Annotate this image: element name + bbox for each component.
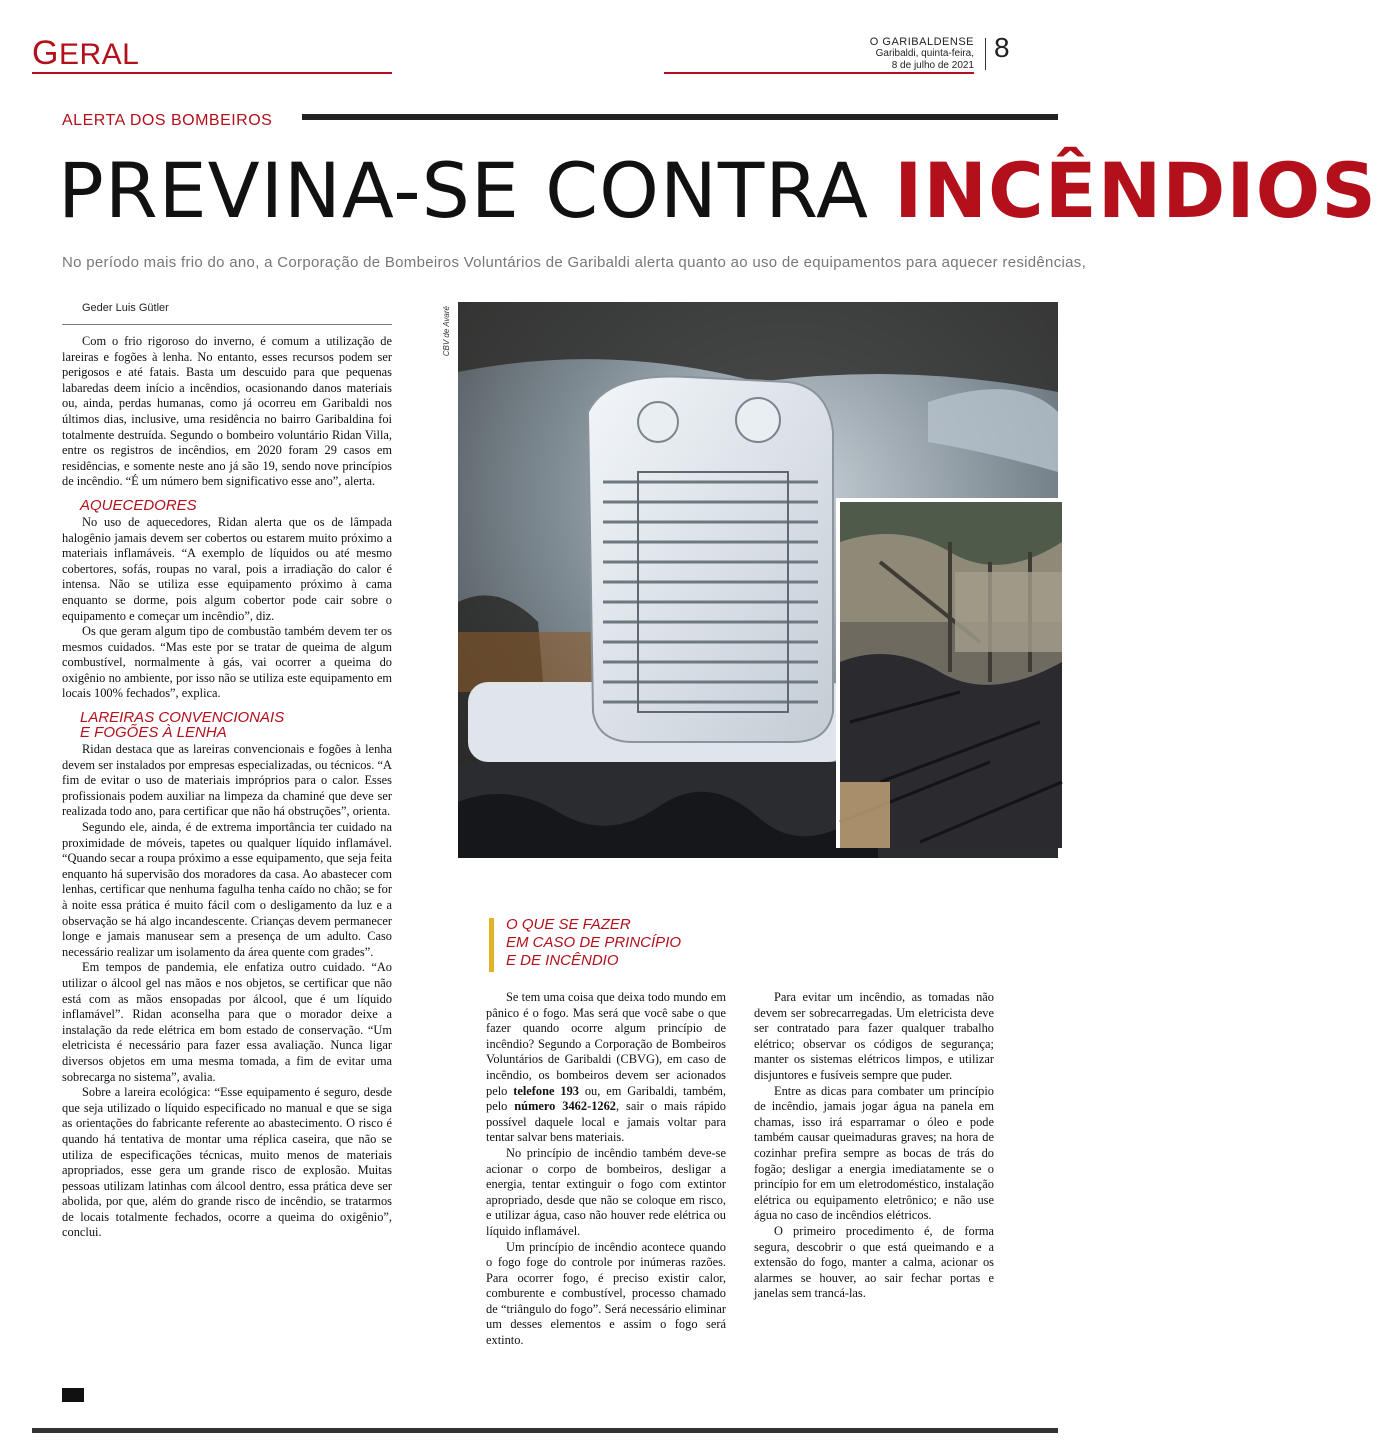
date-line-1: Garibaldi, quinta-feira, [875, 48, 974, 59]
byline-rule [62, 324, 392, 325]
paragraph: Os que geram algum tipo de combustão também devem ter os mesmos cuidados. “Mas este por se tratar de queima de algum combustível, normalmente à gás, vai ocorrer a queima do oxigênio no ambiente, por isso não se utiliza este equipamento em locais 100% fechados”, explica. [62, 624, 392, 701]
text-run: Se tem uma coisa que deixa todo mundo em pânico é o fogo. Mas será que você sabe o que fazer quando ocorre algum princípio de incêndio? Segundo a Corporação de Bombeiros Voluntários de Garibaldi (CBVG), em caso de incêndio, os bombeiros devem ser acionados pelo [486, 990, 726, 1098]
headline [58, 146, 1377, 236]
header-rule-right [664, 72, 974, 74]
box-paragraph-3: Um princípio de incêndio acontece quando o fogo foge do controle por inúmeras razões. Para ocorrer fogo, é preciso existir calor, comburente e combustível, processo chamado de “triângulo do fogo”. Será necessário eliminar um desses elementos e assim o fogo será extinto. [486, 1239, 726, 1348]
section-rest: ERAL [58, 38, 140, 71]
kicker-rule [302, 114, 1058, 120]
masthead [870, 36, 974, 72]
paragraph: Segundo ele, ainda, é de extrema importância ter cuidado na proximidade de móveis, tapetes ou qualquer líquido inflamável. “Quando secar a roupa próximo a esse equipamento, que seja feita enquanto há supervisão dos moradores da casa. Ao abastecer com lenhas, certificar que nenhuma fagulha tenha caído no chão; se for à noite essa prática é muito fácil com o desligamento da luz e a observação se há algo incandescente. Crianças devem permanecer longe e jamais manusear sem a presença de um adulto. Caso necessário realizar um isolamento da área quente com grades”. [62, 820, 392, 959]
text-run: , sair o mais rápido possível daquele local e jamais voltar para tentar salvar bens materiais. [486, 1099, 726, 1145]
box-column-1 [486, 990, 726, 1349]
byline: Geder Luis Gütler [82, 302, 169, 314]
box-title-line1: O QUE SE FAZER [506, 916, 631, 933]
page-number: 8 [994, 32, 1010, 63]
intro-paragraph: Com o frio rigoroso do inverno, é comum a utilização de lareiras e fogões à lenha. No entanto, esses recursos podem ser perigosos e até fatais. Basta um descuido para que pequenas labaredas deem início a incêndios, ocasionando danos materiais ou, ainda, perdas humanas, como já ocorreu em Garibaldi nos últimos dias, inclusive, uma residência no bairro Garibaldina foi totalmente destruída. Segundo o bombeiro voluntário Ridan Villa, entre os registros de incêndios, em 2020 foram 29 casos em residências, e somente neste ano já são 19, sendo nove princípios de incêndio. “É um número bem significativo esse ano”, alerta. [62, 334, 392, 489]
paragraph: Sobre a lareira ecológica: “Esse equipamento é seguro, desde que seja utilizado o líquido especificado no manual e que se siga as orientações do fabricante referente ao abastecimento. O risco é quando há tentativa de montar uma réplica caseira, que não se utiliza de especificações técnicas, muito menos de materiais apropriados, esse gera um grande risco de explosão. Muitas pessoas utilizam latinhas com álcool dentro, essa prática deve ser abolida, por que, além do grande risco de incêndio, se tratarmos de locais totalmente fechados, ocorre a queima do oxigênio”, conclui. [62, 1085, 392, 1240]
box-title-line2: EM CASO DE PRINCÍPIO [506, 934, 682, 951]
local-phone: número 3462-1262 [514, 1099, 616, 1114]
date-line-2: 8 de julho de 2021 [891, 60, 974, 71]
headline-highlight: INCÊNDIOS [894, 146, 1377, 235]
box-paragraph-2: No princípio de incêndio também deve-se acionar o corpo de bombeiros, desligar a energia, tentar extinguir o fogo com extintor apropriado, desde que não se coloque em risco, e utilizar água, caso não houver rede elétrica ou líquido inflamável. [486, 1145, 726, 1238]
header-rule-left [32, 72, 392, 74]
house-ruins-illustration [840, 502, 1062, 848]
photo-credit: CBV de Avaré [442, 306, 451, 357]
article-end-mark [62, 1388, 84, 1402]
headline-main: PREVINA-SE CONTRA [58, 146, 895, 235]
kicker: ALERTA DOS BOMBEIROS [62, 112, 273, 129]
box-paragraph-1 [486, 990, 726, 1146]
text-run: ou, em Garibaldi, também, pelo [486, 1083, 726, 1114]
page-number-divider [985, 38, 986, 70]
subhead-lareiras-line2: E FOGÕES À LENHA [80, 724, 227, 742]
box-accent-bar [489, 918, 494, 972]
fan-heater [588, 376, 833, 742]
paragraph: Em tempos de pandemia, ele enfatiza outro cuidado. “Ao utilizar o álcool gel nas mãos e nos objetos, se certificar que não está com as mãos ensopadas por álcool, que é um líquido inflamável”. Ridan aconselha para que o morador deixe a instalação da rede elétrica em bom estado de conservação. “Um eletricista é necessário para fazer essa avaliação. Nunca ligar diversos objetos em uma mesma tomada, a fim de evitar uma sobrecarga no sistema”, avalia. [62, 960, 392, 1084]
footer-rule [32, 1428, 1058, 1433]
section-name [32, 34, 139, 73]
emergency-phone: telefone 193 [513, 1083, 579, 1098]
paragraph: No uso de aquecedores, Ridan alerta que os de lâmpada halogênio jamais devem ser cobertos ou estarem muito próximo a materiais inflamáveis. “A exemplo de líquidos ou até mesmo cobertores, sofás, roupas no varal, pois a irradiação do calor é intensa. Não se utiliza esse equipamento próximo à cama enquanto se dorme, pois algum cobertor pode cair sobre o equipamento e começar um incêndio”, diz. [62, 514, 392, 623]
newspaper-name: O GARIBALDENSE [869, 36, 974, 48]
subhead-aquecedores: AQUECEDORES [80, 496, 197, 514]
subhead-lareiras-line1: LAREIRAS CONVENCIONAIS [80, 709, 285, 727]
box-title [506, 916, 681, 970]
subtitle: No período mais frio do ano, a Corporação de Bombeiros Voluntários de Garibaldi alerta quanto ao uso de equipamentos para aquecer residências, [62, 254, 1087, 271]
box-title-line3: E DE INCÊNDIO [506, 952, 619, 969]
subhead-lareiras [62, 710, 392, 740]
article-body [62, 334, 392, 1241]
paragraph: Ridan destaca que as lareiras convencionais e fogões à lenha devem ser instalados por empresas especializadas, ou técnicos. “A fim de evitar o uso de materiais impróprios para o calor. Esses profissionais podem auxiliar na limpeza da chaminé que deve ser realizada todo ano, para certificar que não há obstruções”, orienta. [62, 742, 392, 819]
box-paragraph-4: Para evitar um incêndio, as tomadas não devem ser sobrecarregadas. Um eletricista deve ser contratado para fazer qualquer trabalho elétrico; observar os códigos de segurança; manter os sistemas elétricos limpos, e utilizar disjuntores e fusíveis sempre que puder. [754, 990, 994, 1082]
box-paragraph-5: Entre as dicas para combater um princípio de incêndio, jamais jogar água na panela em chamas, isso irá esparramar o óleo e pode também causar queimaduras graves; na hora de cozinhar prefira sempre as bocas de trás do fogão; desligar a energia imediatamente se o princípio for em um eletrodoméstico, instalação elétrica ou equipamento eletrônico; e não use água no caso de incêndios elétricos. [754, 1083, 994, 1223]
box-paragraph-6: O primeiro procedimento é, de forma segura, descobrir o que está queimando e a extensão do fogo, manter a calma, acionar os alarmes se houver, ao sair fechar portas e janelas sem trancá-las. [754, 1223, 994, 1301]
section-initial: G [32, 34, 59, 72]
burnt-house-photo [836, 498, 1062, 848]
box-column-2 [754, 990, 994, 1302]
